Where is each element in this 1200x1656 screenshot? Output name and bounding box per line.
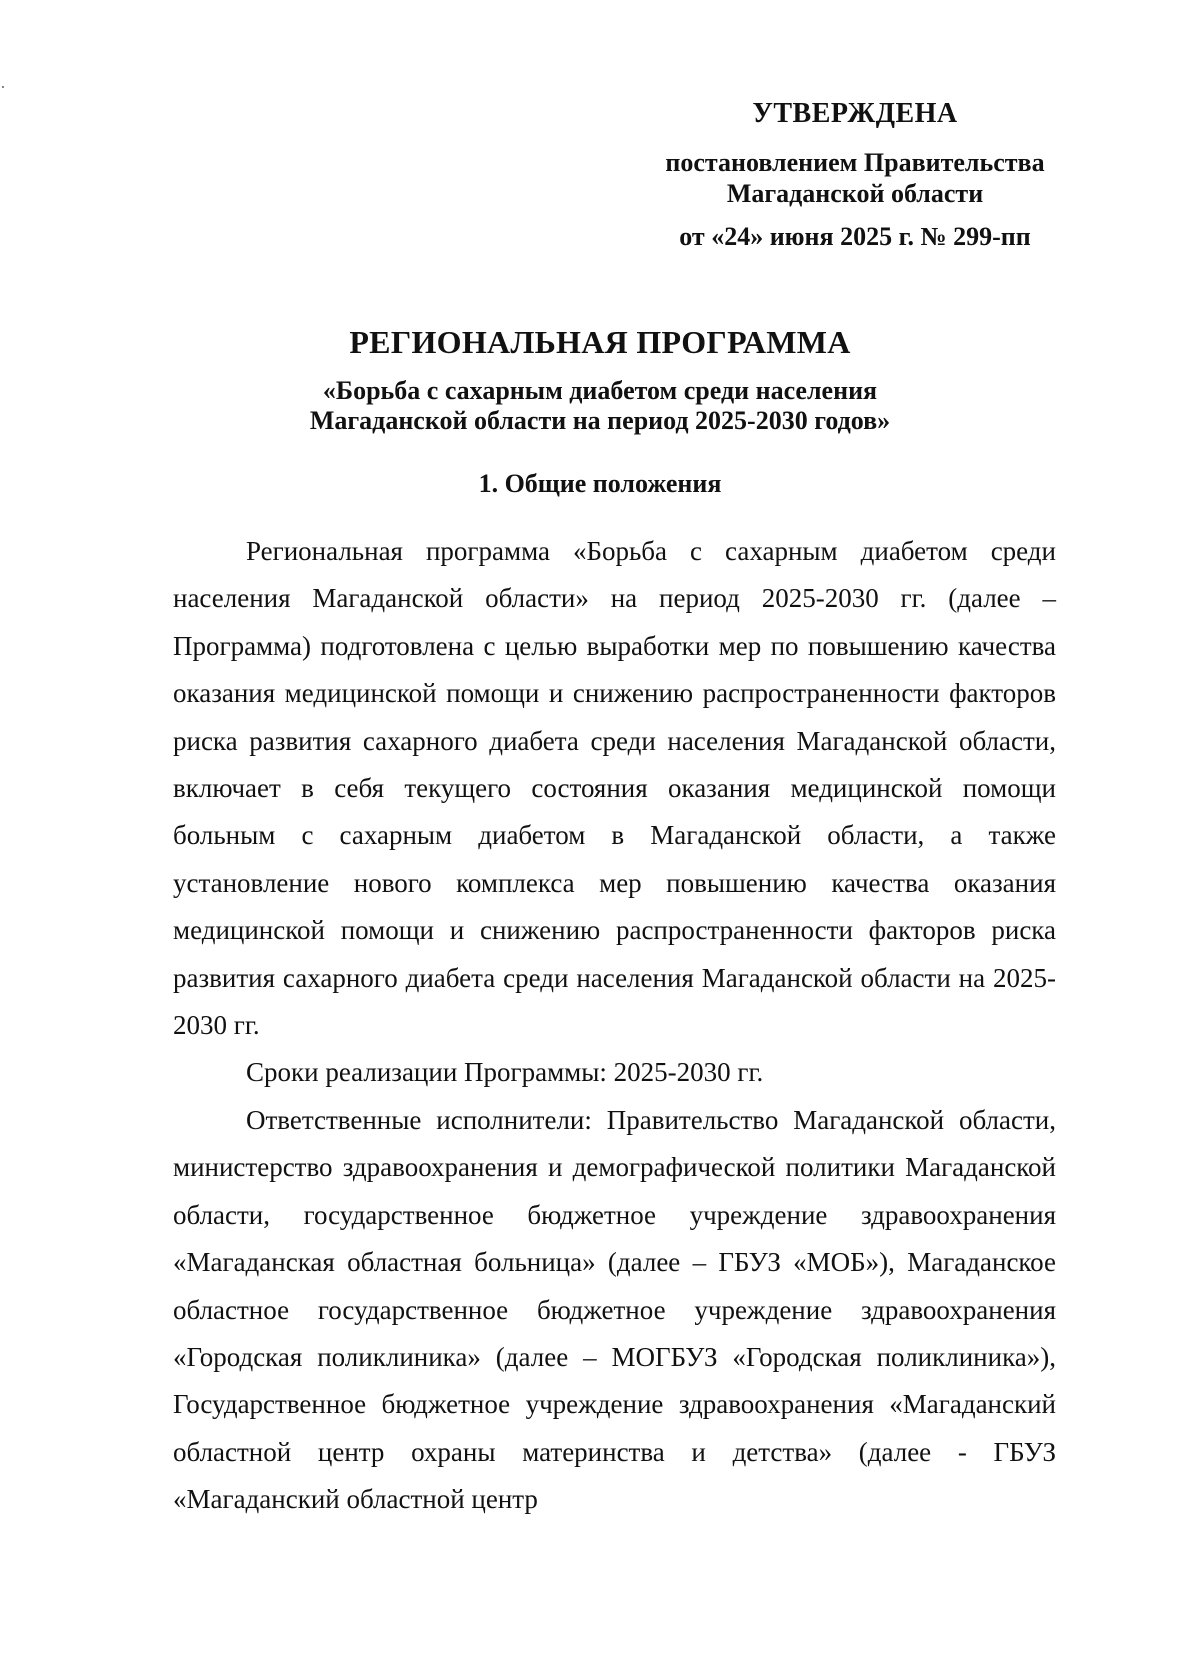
body-paragraph: Сроки реализации Программы: 2025-2030 гг. <box>246 1057 764 1088</box>
body-paragraph: Региональная программа «Борьба с сахарным диабетом среди населения Магаданской области» на период 2025-2030 гг. (далее – Программа) подготовлена с целью выработки мер по повышению качества оказания медицинской помощи и снижению распространенности факторов риска развития сахарного диабета среди населения Магаданской области, включает в себя текущего состояния оказания медицинской помощи больным с сахарным диабетом в Магаданской области, а также установление нового комплекса мер повышению качества оказания медицинской помощи и снижению распространенности факторов риска развития сахарного диабета среди населения Магаданской области на 2025-2030 гг. <box>173 536 1056 1041</box>
approval-line-decree: постановлением Правительства <box>665 148 1045 177</box>
scan-speck <box>2 86 4 88</box>
document-body <box>173 528 1056 1524</box>
program-subtitle-line: Магаданской области на период 2025-2030 годов» <box>309 406 891 435</box>
program-subtitle <box>0 376 1200 436</box>
approval-stamp-block <box>620 98 1090 252</box>
body-paragraph: Ответственные исполнители: Правительство Магаданской области, министерство здравоохранения и демографической политики Магаданской области, государственное бюджетное учреждение здравоохранения «Магаданская областная больница» (далее – ГБУЗ «МОБ»), Магаданское областное государственное бюджетное учреждение здравоохранения «Городская поликлиника» (далее – МОГБУЗ «Городская поликлиника»), Государственное бюджетное учреждение здравоохранения «Магаданский областной центр охраны материнства и детства» (далее - ГБУЗ «Магаданский областной центр <box>173 1104 1056 1515</box>
approval-date: от «24» июня 2025 г. № 299-пп <box>679 222 1031 251</box>
program-title-block <box>0 322 1200 436</box>
approval-line-region: Магаданской области <box>726 179 984 208</box>
program-subtitle-line: «Борьба с сахарным диабетом среди населения <box>322 376 878 405</box>
section-heading: 1. Общие положения <box>478 469 722 498</box>
program-title: РЕГИОНАЛЬНАЯ ПРОГРАММА <box>349 324 851 360</box>
approval-stamp-title: УТВЕРЖДЕНА <box>752 98 958 129</box>
